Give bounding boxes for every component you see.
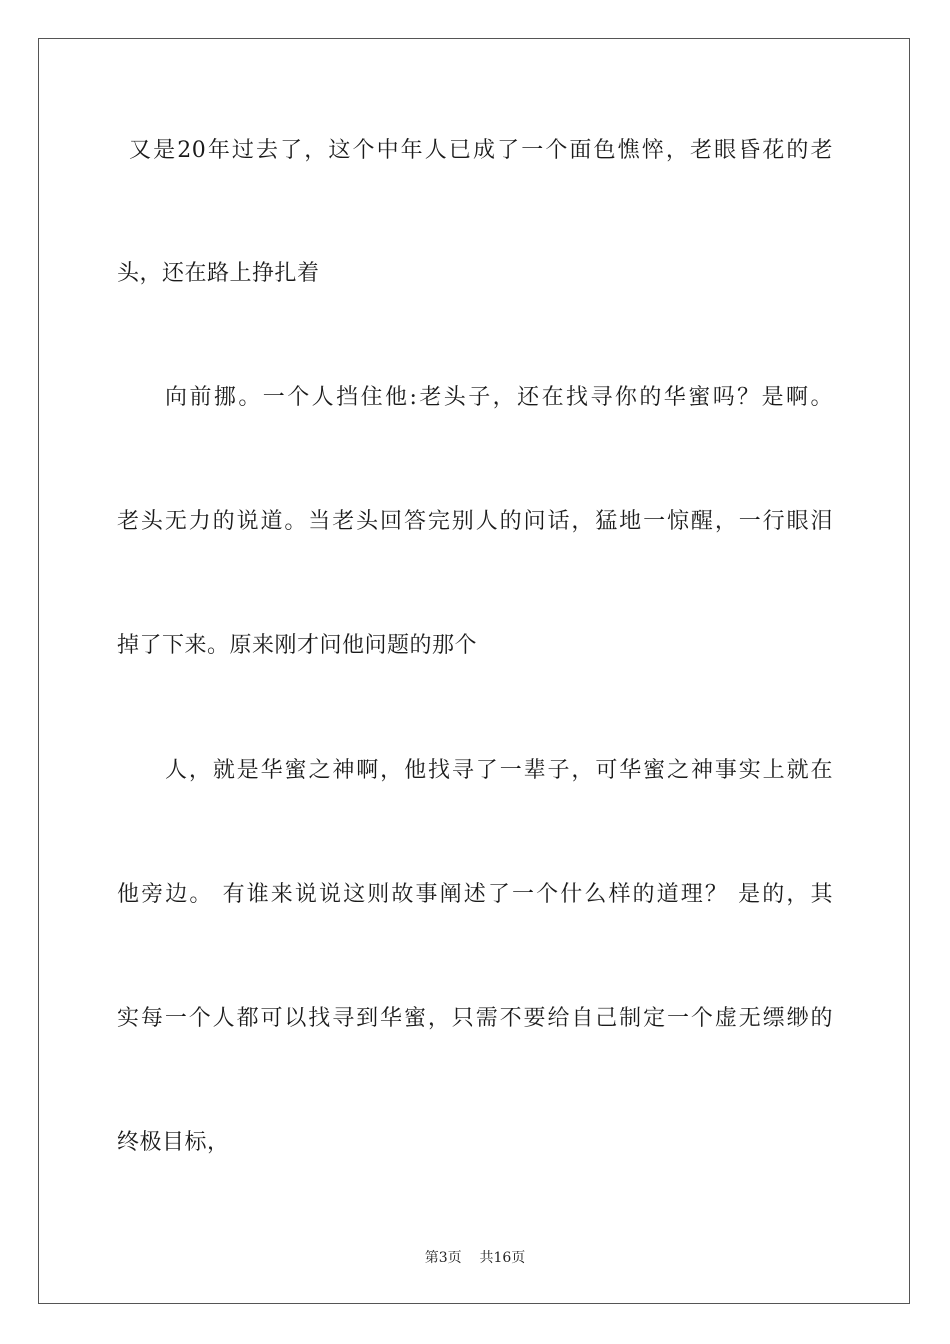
- text-line-2: 头，还在路上挣扎着: [117, 261, 320, 286]
- text-line-4: 老头无力的说道。当老头回答完别人的问话，猛地一惊醒，一行眼泪: [117, 509, 833, 534]
- text-line-3: 向前挪。一个人挡住他:老头子，还在找寻你的华蜜吗？是啊。: [165, 385, 833, 410]
- page-number-footer: 第3页 共16页: [424, 1250, 526, 1266]
- text-line-9: 终极目标，: [117, 1130, 230, 1155]
- text-line-8: 实每一个人都可以找寻到华蜜，只需不要给自己制定一个虚无缥缈的: [117, 1006, 833, 1031]
- text-line-5: 掉了下来。原来刚才问他问题的那个: [117, 633, 478, 658]
- text-line-6: 人，就是华蜜之神啊，他找寻了一辈子，可华蜜之神事实上就在: [165, 758, 833, 783]
- page-border: [38, 38, 910, 1304]
- text-line-1: 又是20年过去了，这个中年人已成了一个面色憔悴，老眼昏花的老: [129, 138, 833, 163]
- text-line-7: 他旁边。 有谁来说说这则故事阐述了一个什么样的道理？ 是的，其: [117, 882, 833, 907]
